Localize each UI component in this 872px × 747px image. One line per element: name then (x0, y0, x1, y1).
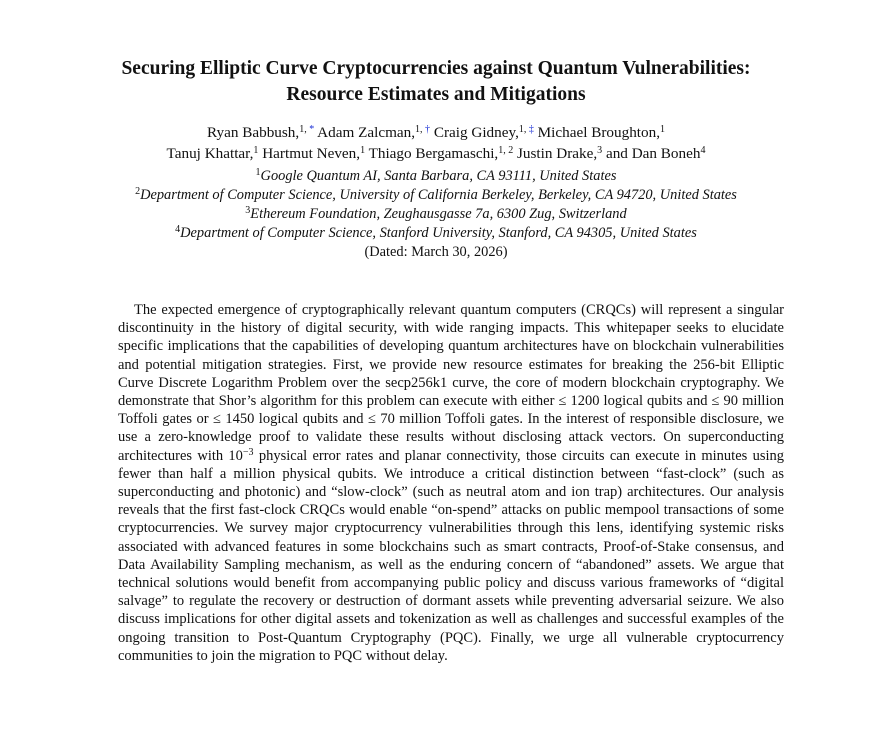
abstract-text-part-1: The expected emergence of cryptographically relevant quantum computers (CRQCs) will represent a singular discontinuity in the history of digital security, with wide ranging impacts. This whitepaper seeks to elucidate specific implications that the capabilities of developing quantum architectures have on blockchain vulnerabilities and potential mitigation strategies. First, we provide new resource estimates for breaking the 256-bit Elliptic Curve Discrete Logarithm Problem over the secp256k1 curve, the core of modern blockchain cryptography. We demonstrate that Shor’s algorithm for this problem can execute with either ≤ 1200 logical qubits and ≤ 90 million Toffoli gates or ≤ 1450 logical qubits and ≤ 70 million Toffoli gates. In the interest of responsible disclosure, we use a zero-knowledge proof to validate these results without disclosing attack vectors. On superconducting architectures with 10 (118, 302, 784, 464)
affiliation: $^4$Department of Computer Science, Stanford University, Stanford, CA 94305, United States (175, 224, 697, 241)
author-line-2 (40, 143, 832, 164)
author: Tanuj Khattar,$^1$ (166, 145, 259, 162)
author: Hartmut Neven,$^1$ (262, 145, 366, 162)
author: and Dan Boneh$^4$ (605, 145, 706, 162)
title-line-2: Resource Estimates and Mitigations (286, 84, 586, 105)
footnote-mark[interactable]: † (425, 124, 431, 135)
affiliation-list (40, 167, 832, 262)
affiliation: $^1$Google Quantum AI, Santa Barbara, CA 93111, United States (255, 167, 617, 184)
title-line-1: Securing Elliptic Curve Cryptocurrencies against Quantum Vulnerabilities: (121, 58, 751, 79)
author: Craig Gidney,$^{1, \ddagger}$ (433, 124, 534, 141)
footnote-mark[interactable]: * (309, 124, 315, 135)
affiliation: $^2$Department of Computer Science, University of California Berkeley, Berkeley, CA 94720, United States (135, 186, 737, 203)
author: Adam Zalcman,$^{1, \dagger}$ (317, 124, 431, 141)
author-list (40, 122, 832, 164)
paper-title (40, 56, 832, 108)
author: Thiago Bergamaschi,$^{1, 2}$ (368, 145, 514, 162)
dated-line: (Dated: March 30, 2026) (364, 244, 508, 260)
author-line-1 (40, 122, 832, 143)
abstract (118, 301, 784, 665)
author: Ryan Babbush,$^{1, *}$ (207, 124, 315, 141)
author: Michael Broughton,$^1$ (537, 124, 665, 141)
abstract-exponent: −3 (242, 446, 254, 458)
author: Justin Drake,$^3$ (517, 145, 603, 162)
footnote-mark[interactable]: ‡ (528, 124, 534, 135)
abstract-text-part-2: physical error rates and planar connectivity, those circuits can execute in minutes using fewer than half a million physical qubits. We introduce a critical distinction between “fast-clock” (such as superconducting and photonic) and “slow-clock” (such as neutral atom and ion trap) architectures. Our analysis reveals that the first fast-clock CRQCs would enable “on-spend” attacks on public mempool transactions of some cryptocurrencies. We survey major cryptocurrency vulnerabilities through this lens, identifying systemic risks associated with advanced features in some blockchains such as smart contracts, Proof-of-Stake consensus, and Data Availability Sampling mechanism, as well as the enduring concern of “abandoned” assets. We argue that technical solutions would benefit from accompanying public policy and discuss various frameworks of “digital salvage” to regulate the recovery or destruction of dormant assets while preventing adversarial seizure. We also discuss implications for other digital assets and tokenization as well as challenges and successful examples of the ongoing transition to Post-Quantum Cryptography (PQC). Finally, we urge all vulnerable cryptocurrency communities to join the migration to PQC without delay. (118, 447, 784, 664)
affiliation: $^3$Ethereum Foundation, Zeughausgasse 7a, 6300 Zug, Switzerland (245, 205, 627, 222)
